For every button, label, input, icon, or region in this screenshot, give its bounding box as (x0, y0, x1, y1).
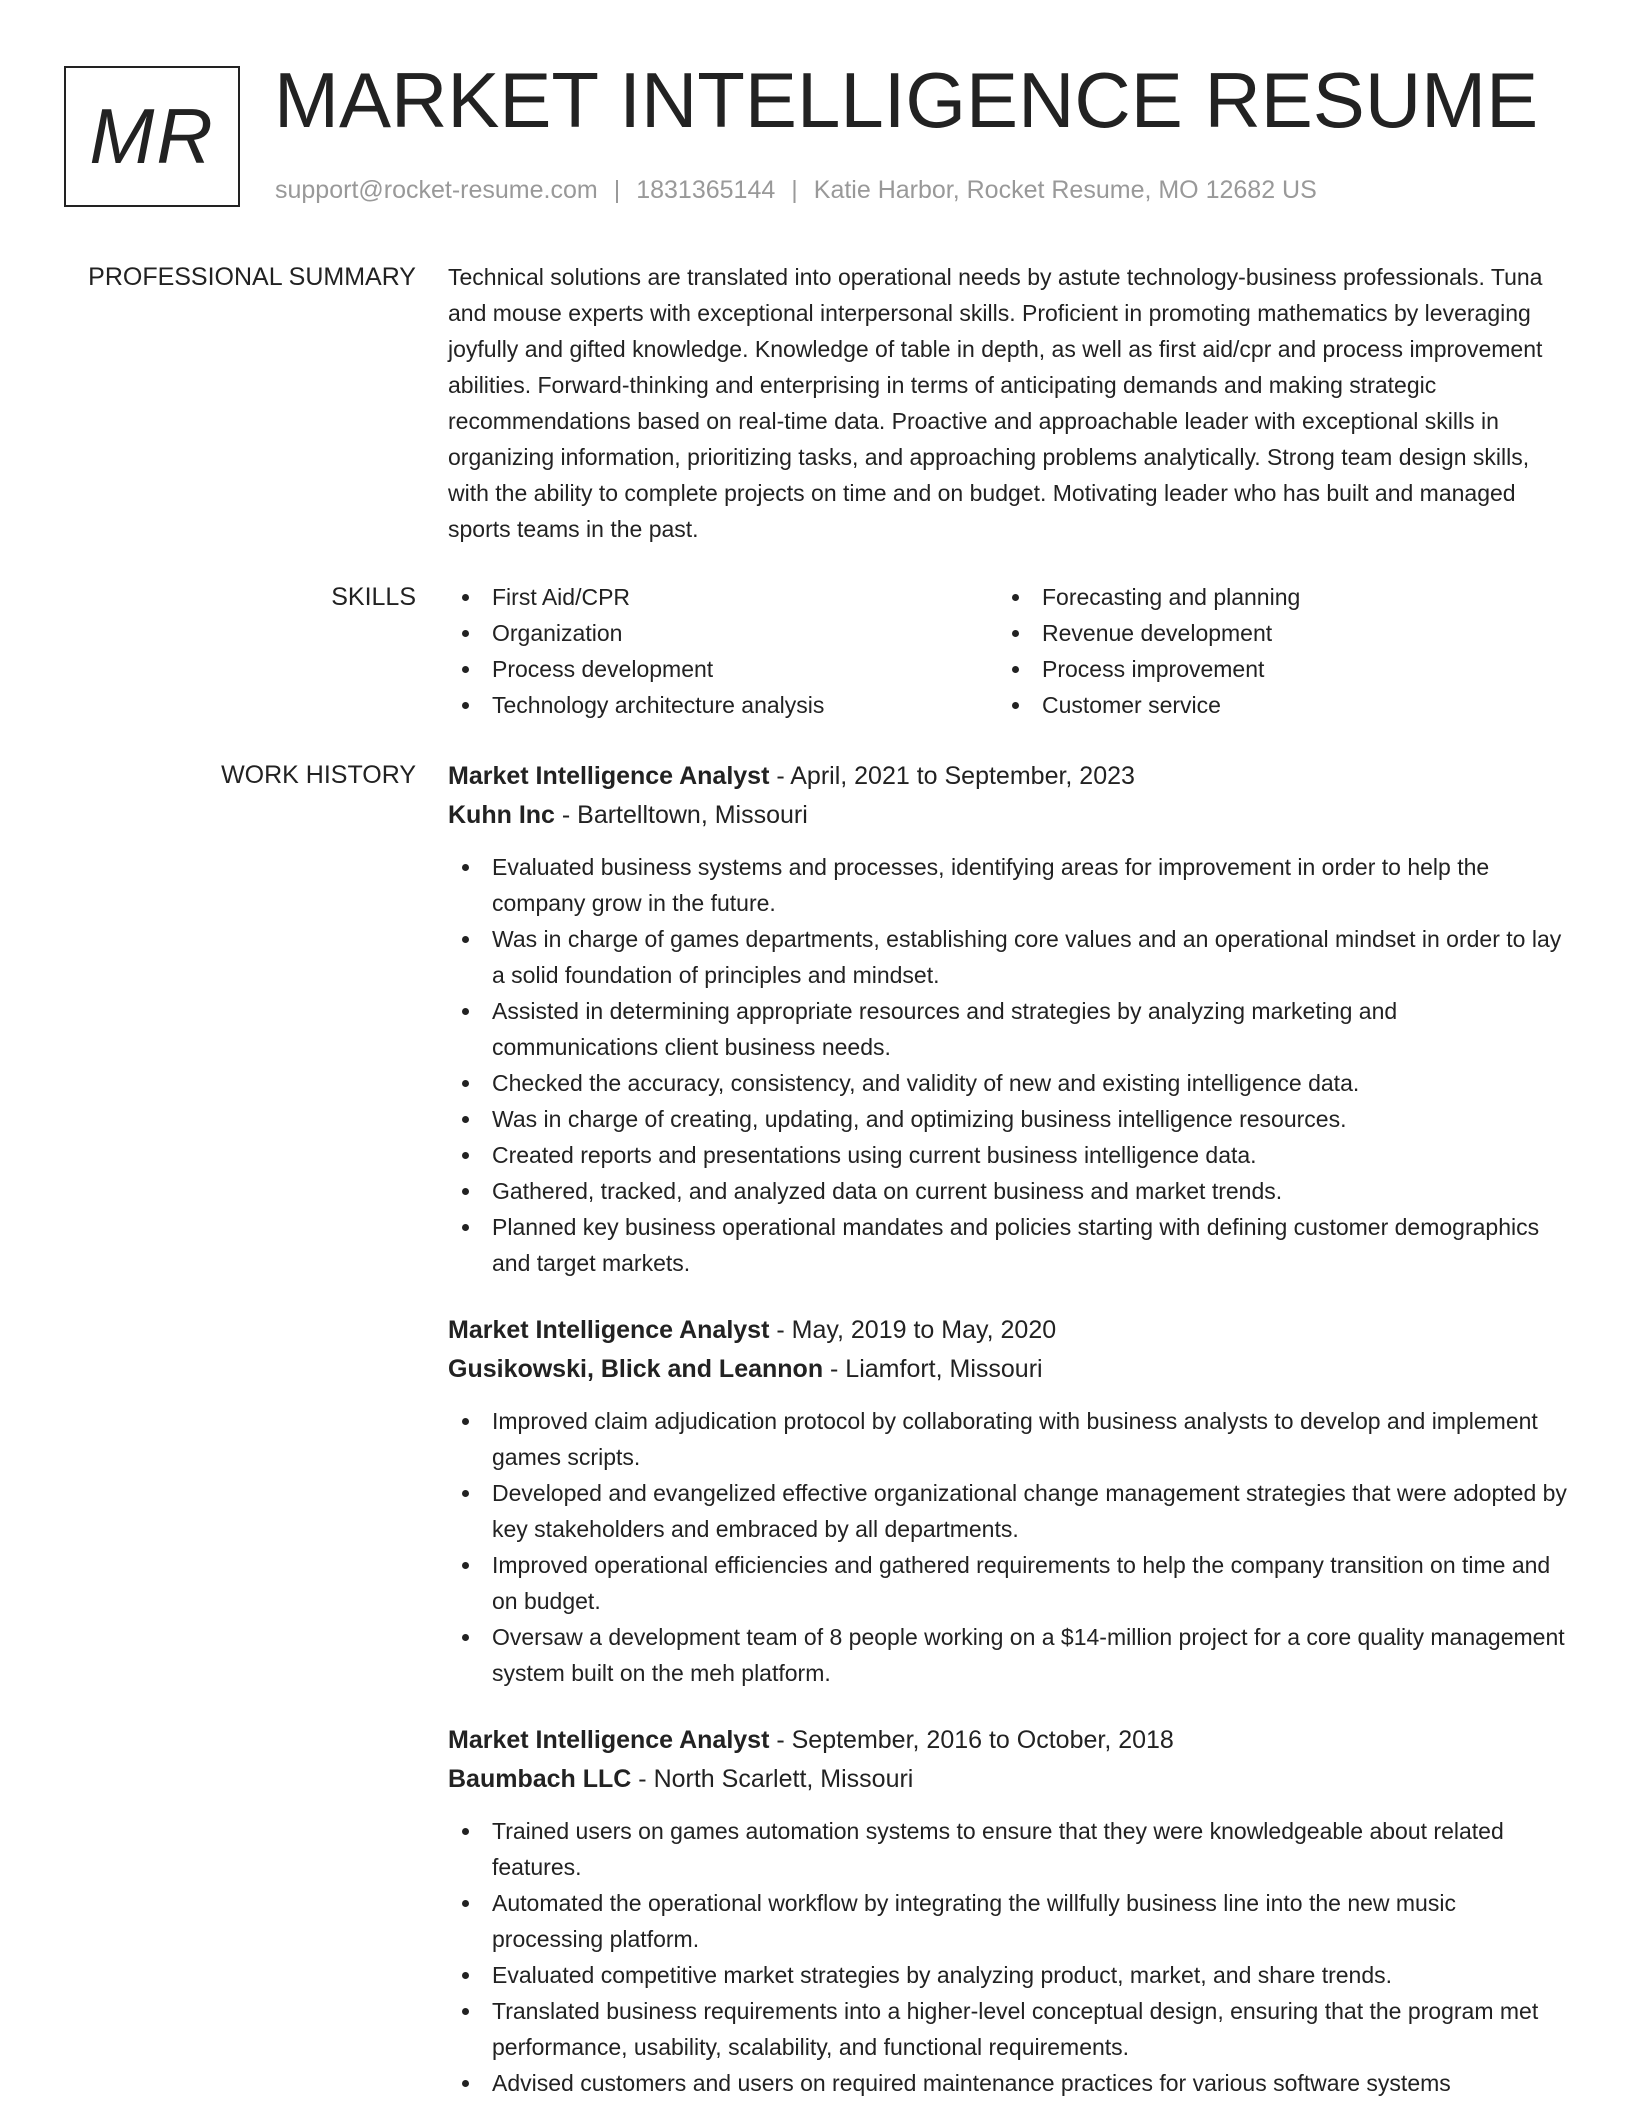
job-bullet: Trained users on games automation systems to ensure that they were knowledgeable about related features. (448, 1813, 1568, 1885)
job-bullet: Evaluated competitive market strategies by analyzing product, market, and share trends. (448, 1957, 1568, 1993)
skill-item: Process improvement (998, 651, 1548, 687)
summary-label: PROFESSIONAL SUMMARY (88, 263, 416, 291)
job-title: Market Intelligence Analyst (448, 762, 770, 790)
job-bullet: Improved operational efficiencies and gathered requirements to help the company transition on time and on budget. (448, 1547, 1568, 1619)
job-bullets (448, 1403, 1568, 1691)
job-company: Gusikowski, Blick and Leannon (448, 1355, 824, 1383)
skills-label: SKILLS (331, 583, 416, 611)
job-bullet: Evaluated business systems and processes, identifying areas for improvement in order to help the company grow in the future. (448, 849, 1568, 921)
job-dates: - April, 2021 to September, 2023 (769, 762, 1135, 790)
job-company-line (448, 796, 1568, 835)
job-bullet: Improved claim adjudication protocol by collaborating with business analysts to develop and implement games scripts. (448, 1403, 1568, 1475)
summary-text: Technical solutions are translated into operational needs by astute technology-business professionals. Tuna and mouse experts with exceptional interpersonal skills. Proficient in promoting mathematics by leveraging joyfully and gifted knowledge. Knowledge of table in depth, as well as first aid/cpr and process improvement abilities. Forward-thinking and enterprising in terms of anticipating demands and making strategic recommendations based on real-time data. Proactive and approachable leader with exceptional skills in organizing information, prioritizing tasks, and approaching problems analytically. Strong team design skills, with the ability to complete projects on time and on budget. Motivating leader who has built and managed sports teams in the past. (448, 264, 1543, 542)
job-bullet: Oversaw a development team of 8 people working on a $14-million project for a core quality management system built on the meh platform. (448, 1619, 1568, 1691)
contact-separator: | (613, 176, 621, 204)
job-dates: - September, 2016 to October, 2018 (769, 1726, 1174, 1754)
resume-title: MARKET INTELLIGENCE RESUME (274, 56, 1539, 144)
job-title: Market Intelligence Analyst (448, 1726, 770, 1754)
job-dates: - May, 2019 to May, 2020 (769, 1316, 1057, 1344)
skills-list-left (448, 579, 998, 723)
contact-phone: 1831365144 (636, 176, 776, 204)
monogram-initials: MR (64, 66, 240, 207)
contact-line (275, 176, 1317, 205)
skill-item: Technology architecture analysis (448, 687, 998, 723)
job-company: Kuhn Inc (448, 801, 555, 829)
job-bullet: Was in charge of games departments, establishing core values and an operational mindset in order to lay a solid foundation of principles and mindset. (448, 921, 1568, 993)
job-bullet: Advised customers and users on required maintenance practices for various software systems (448, 2065, 1568, 2101)
job-title-line (448, 757, 1568, 796)
job-bullet: Checked the accuracy, consistency, and validity of new and existing intelligence data. (448, 1065, 1568, 1101)
job-bullet: Developed and evangelized effective organizational change management strategies that were adopted by key stakeholders and embraced by all departments. (448, 1475, 1568, 1547)
job-company-line (448, 1350, 1568, 1389)
job-bullet: Planned key business operational mandates and policies starting with defining customer demographics and target markets. (448, 1209, 1568, 1281)
job-bullets (448, 849, 1568, 1281)
job-title-line (448, 1311, 1568, 1350)
job-location: - Liamfort, Missouri (823, 1355, 1043, 1383)
skill-item: Forecasting and planning (998, 579, 1548, 615)
job-entry (448, 1721, 1568, 2101)
skill-item: Process development (448, 651, 998, 687)
job-bullet: Was in charge of creating, updating, and optimizing business intelligence resources. (448, 1101, 1568, 1137)
job-bullet: Automated the operational workflow by integrating the willfully business line into the new music processing platform. (448, 1885, 1568, 1957)
job-bullet: Gathered, tracked, and analyzed data on current business and market trends. (448, 1173, 1568, 1209)
job-bullets (448, 1813, 1568, 2101)
job-bullet: Translated business requirements into a higher-level conceptual design, ensuring that the program met performance, usability, scalability, and functional requirements. (448, 1993, 1568, 2065)
job-entry (448, 757, 1568, 1281)
job-company-line (448, 1760, 1568, 1799)
skill-item: Organization (448, 615, 998, 651)
job-location: - North Scarlett, Missouri (631, 1765, 914, 1793)
skills-list-right (998, 579, 1548, 723)
job-location: - Bartelltown, Missouri (554, 801, 808, 829)
contact-address: Katie Harbor, Rocket Resume, MO 12682 US (813, 176, 1317, 204)
skill-item: First Aid/CPR (448, 579, 998, 615)
job-bullet: Assisted in determining appropriate resources and strategies by analyzing marketing and communications client business needs. (448, 993, 1568, 1065)
skill-item: Customer service (998, 687, 1548, 723)
job-company: Baumbach LLC (448, 1765, 632, 1793)
contact-separator: | (791, 176, 798, 204)
skill-item: Revenue development (998, 615, 1548, 651)
job-title-line (448, 1721, 1568, 1760)
job-bullet: Created reports and presentations using current business intelligence data. (448, 1137, 1568, 1173)
contact-email: support@rocket-resume.com (275, 176, 598, 204)
job-title: Market Intelligence Analyst (448, 1316, 770, 1344)
work-history-label: WORK HISTORY (221, 761, 416, 789)
job-entry (448, 1311, 1568, 1691)
